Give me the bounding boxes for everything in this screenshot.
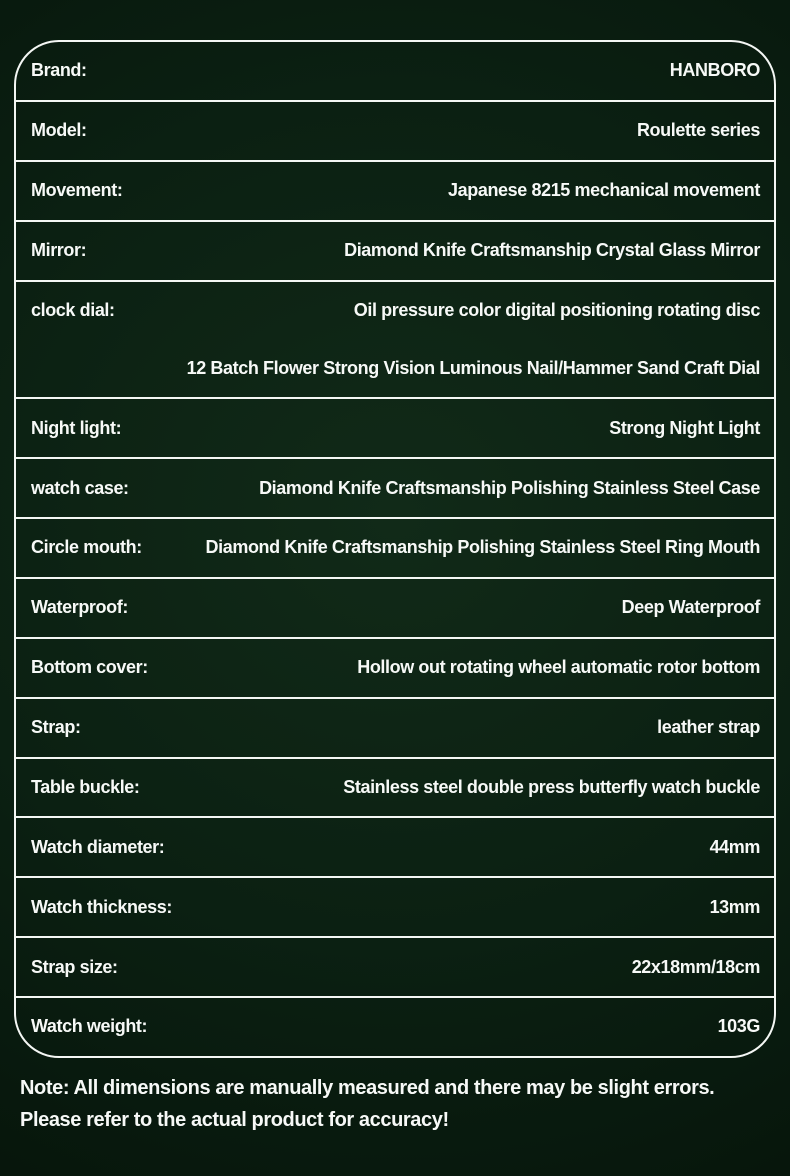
spec-label-table-buckle: Table buckle:	[31, 776, 140, 797]
spec-row-waterproof	[16, 577, 774, 637]
spec-row-mirror	[16, 220, 774, 280]
spec-label-bottom-cover: Bottom cover:	[31, 657, 148, 678]
spec-value-watch-weight: 103G	[717, 1016, 760, 1037]
spec-value-watch-case: Diamond Knife Craftsmanship Polishing Stainless Steel Case	[259, 477, 760, 498]
spec-label-watch-thickness: Watch thickness:	[31, 896, 172, 917]
spec-row-watch-diameter	[16, 816, 774, 876]
spec-label-mirror: Mirror:	[31, 240, 87, 261]
spec-value-brand: HANBORO	[669, 60, 760, 81]
spec-value-clock-dial: Oil pressure color digital positioning rotating disc	[353, 299, 760, 320]
spec-value-strap: leather strap	[657, 717, 760, 738]
spec-row-model	[16, 100, 774, 160]
spec-value-waterproof: Deep Waterproof	[621, 597, 760, 618]
spec-label-strap: Strap:	[31, 717, 81, 738]
spec-label-clock-dial: clock dial:	[31, 299, 115, 320]
spec-value-strap-size: 22x18mm/18cm	[631, 956, 760, 977]
spec-row-clock-dial	[16, 280, 774, 398]
spec-value-model: Roulette series	[636, 120, 760, 141]
spec-row-movement	[16, 160, 774, 220]
spec-value-night-light: Strong Night Light	[609, 417, 760, 438]
spec-value-watch-thickness: 13mm	[709, 896, 760, 917]
spec-value-table-buckle: Stainless steel double press butterfly watch buckle	[343, 776, 760, 797]
spec-label-movement: Movement:	[31, 180, 123, 201]
spec-label-model: Model:	[31, 120, 87, 141]
clock-dial-line-1	[16, 282, 774, 340]
spec-label-watch-case: watch case:	[31, 477, 129, 498]
spec-row-watch-thickness	[16, 876, 774, 936]
spec-row-watch-weight	[16, 996, 774, 1056]
measurement-note-line-1: Note: All dimensions are manually measured and there may be slight errors.	[20, 1077, 715, 1099]
spec-value-clock-dial-2: 12 Batch Flower Strong Vision Luminous Nail/Hammer Sand Craft Dial	[186, 357, 760, 378]
spec-value-bottom-cover: Hollow out rotating wheel automatic rotor bottom	[357, 657, 760, 678]
clock-dial-line-2	[16, 339, 774, 397]
spec-row-table-buckle	[16, 757, 774, 817]
watch-spec-table	[14, 40, 776, 1058]
spec-row-strap	[16, 697, 774, 757]
spec-row-bottom-cover	[16, 637, 774, 697]
spec-label-watch-diameter: Watch diameter:	[31, 836, 165, 857]
spec-label-night-light: Night light:	[31, 417, 122, 438]
spec-row-brand	[16, 42, 774, 100]
spec-row-circle-mouth	[16, 517, 774, 577]
spec-label-circle-mouth: Circle mouth:	[31, 537, 142, 558]
measurement-note-line-2: Please refer to the actual product for accuracy!	[20, 1109, 449, 1131]
spec-value-movement: Japanese 8215 mechanical movement	[448, 180, 760, 201]
spec-row-strap-size	[16, 936, 774, 996]
spec-label-watch-weight: Watch weight:	[31, 1016, 148, 1037]
spec-value-watch-diameter: 44mm	[709, 836, 760, 857]
spec-label-strap-size: Strap size:	[31, 956, 118, 977]
spec-value-mirror: Diamond Knife Craftsmanship Crystal Glass Mirror	[344, 240, 760, 261]
spec-value-circle-mouth: Diamond Knife Craftsmanship Polishing Stainless Steel Ring Mouth	[205, 537, 760, 558]
spec-label-brand: Brand:	[31, 60, 87, 81]
spec-row-night-light	[16, 397, 774, 457]
spec-row-watch-case	[16, 457, 774, 517]
measurement-note	[20, 1072, 776, 1136]
spec-label-waterproof: Waterproof:	[31, 597, 128, 618]
